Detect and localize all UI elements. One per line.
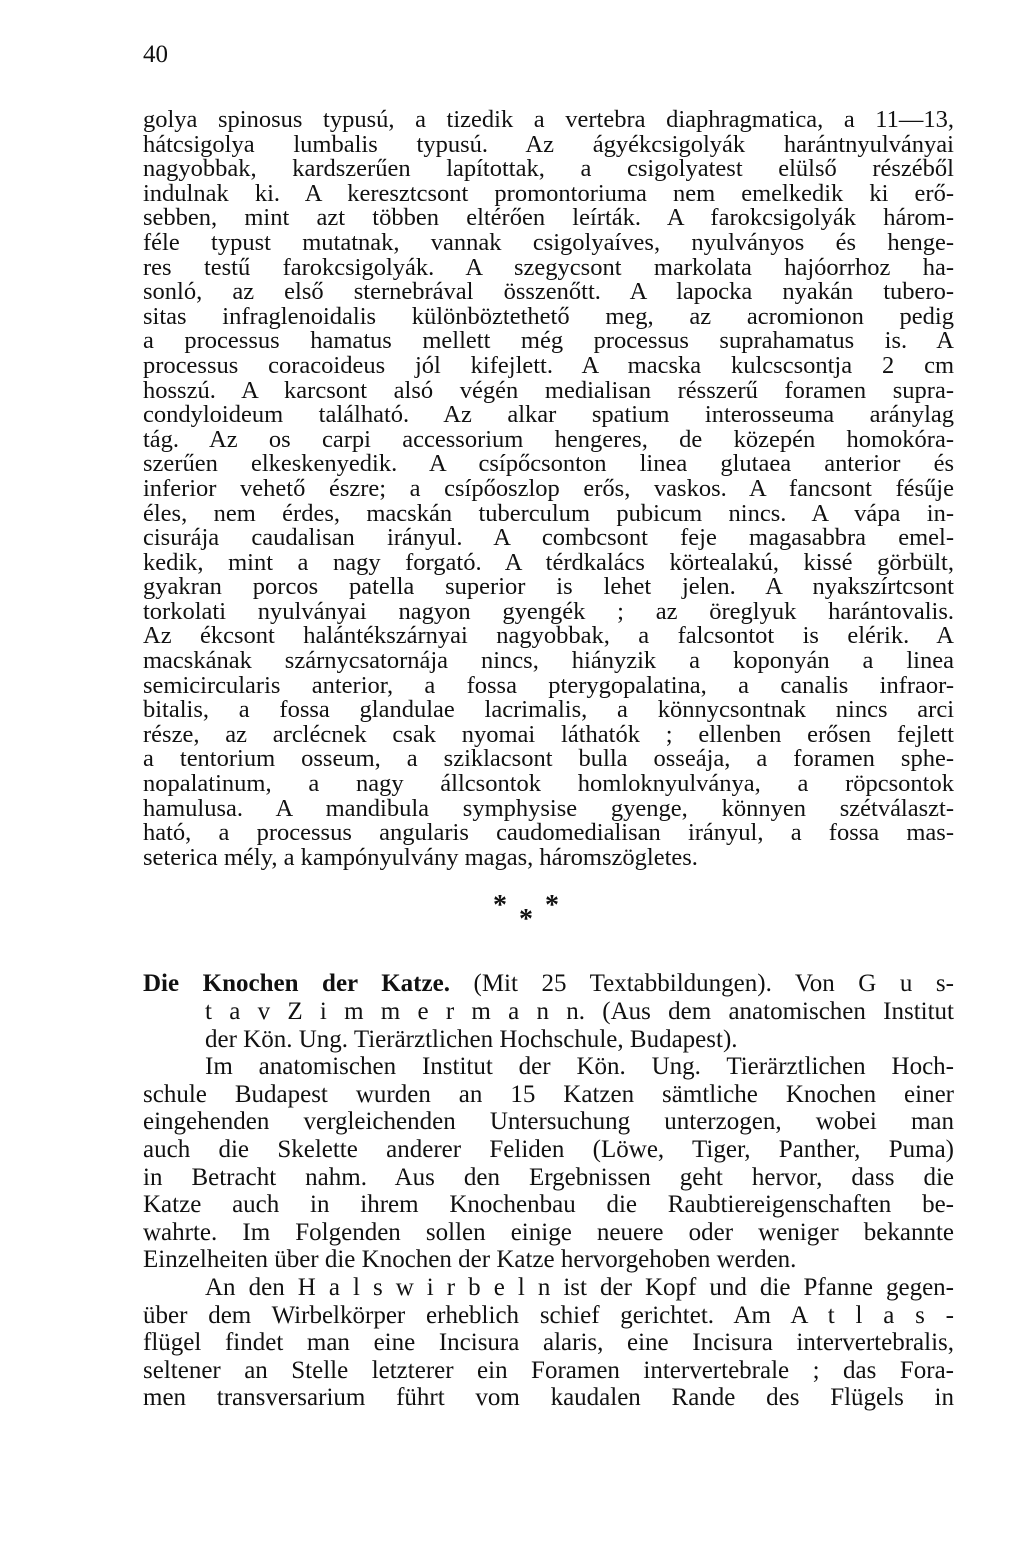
text-line: semicircularis anterior, a fossa pterygopalatina, a canalis infraor- <box>143 673 954 699</box>
text-line-last: Einzelheiten über die Knochen der Katze hervorgehoben werden. <box>143 1246 797 1274</box>
text-line: torkolati nyulványai nagyon gyengék ; az öreglyuk harántovalis. <box>143 599 954 625</box>
text-line: auch die Skelette anderer Feliden (Löwe, Tiger, Panther, Puma) <box>143 1135 954 1163</box>
text-line: processus coracoideus jól kifejlett. A macska kulcscsontja 2 cm <box>143 353 954 379</box>
asterisk: * <box>493 890 507 922</box>
text-line: über dem Wirbelkörper erheblich schief gerichtet. Am A t l a s - <box>143 1301 954 1329</box>
text-line: condyloideum található. Az alkar spatium interosseuma aránylag <box>143 403 954 428</box>
text-line: wahrte. Im Folgenden sollen einige neuere oder weniger bekannte <box>143 1218 954 1246</box>
text-line: Az ékcsont halántékszárnyai nagyobbak, a falcsontot is elérik. A <box>143 624 954 650</box>
text-line: nopalatinum, a nagy állcsontok homloknyulványa, a röpcsontok <box>143 772 954 797</box>
article-byline: (Mit 25 Textabbildungen). Von G u s- <box>473 970 954 998</box>
text-line: kedik, mint a nagy forgató. A térdkalács körtealakú, kissé görbült, <box>143 550 954 576</box>
asterisk: * <box>519 904 533 936</box>
text-line: res testű farokcsigolyák. A szegycsont markolata hajóorrhoz ha- <box>143 255 954 281</box>
text-line: Im anatomischen Institut der Kön. Ung. Tierärztlichen Hoch- <box>205 1053 954 1081</box>
text-line: gyakran porcos patella superior is lehet jelen. A nyakszírtcsont <box>143 575 954 600</box>
text-line: része, az arclécnek csak nyomai láthatók ; ellenben erősen fejlett <box>143 722 954 748</box>
text-line: sonló, az első sternebrával összenőtt. A lapocka nyakán tubero- <box>143 280 954 305</box>
text-line: éles, nem érdes, macskán tuberculum pubicum nincs. A vápa in- <box>143 501 954 527</box>
text-line: sebben, mint azt többen eltérően leírták. A farokcsigolyák három- <box>143 206 954 231</box>
text-line: hosszú. A karcsont alsó végén medialisan résszerű foramen supra- <box>143 378 954 404</box>
text-line: tág. Az os carpi accessorium hengeres, de közepén homokóra- <box>143 427 954 453</box>
text-line: Katze auch in ihrem Knochenbau die Raubtiereigenschaften be- <box>143 1191 954 1219</box>
text-line: sitas infraglenoidalis különböztethető meg, az acromionon pedig <box>143 304 954 330</box>
text-line: ható, a processus angularis caudomedialisan irányul, a fossa mas- <box>143 821 954 846</box>
text-line: flügel findet man eine Incisura alaris, eine Incisura intervertebralis, <box>143 1329 954 1357</box>
text-line: indulnak ki. A keresztcsont promontoriuma nem emelkedik ki erő- <box>143 181 954 207</box>
text-line: cisurája caudalisan irányul. A combcsont feje magasabbra emel- <box>143 526 954 551</box>
german-abstract <box>143 970 954 1412</box>
article-header-line: t a v Z i m m e r m a n n. (Aus dem anatomischen Institut <box>205 998 954 1025</box>
article-title: Die Knochen der Katze. <box>143 970 450 998</box>
text-line: nagyobbak, kardszerűen lapítottak, a csigolyatest elülső részéből <box>143 157 954 182</box>
text-line: in Betracht nahm. Aus den Ergebnissen geht hervor, dass die <box>143 1163 954 1191</box>
text-line: seltener an Stelle letzterer ein Foramen intervertebrale ; das Fora- <box>143 1356 954 1384</box>
asterisk: * <box>545 890 559 922</box>
text-line: hátcsigolya lumbalis typusú. Az ágyékcsigolyák harántnyulványai <box>143 132 954 158</box>
text-line: a processus hamatus mellett még processus suprahamatus is. A <box>143 329 954 354</box>
text-line: An den H a l s w i r b e l n ist der Kopf und die Pfanne gegen- <box>205 1273 954 1301</box>
page <box>143 40 954 1412</box>
text-line: szerűen elkeskenyedik. A csípőcsonton linea glutaea anterior és <box>143 452 954 477</box>
text-line: féle typust mutatnak, vannak csigolyaíves, nyulványos és henge- <box>143 230 954 256</box>
hungarian-paragraph <box>143 108 954 870</box>
article-header-line: der Kön. Ung. Tierärztlichen Hochschule, Budapest). <box>205 1025 738 1053</box>
text-line: inferior vehető észre; a csípőoszlop erős, vaskos. A fancsont fésűje <box>143 476 954 502</box>
page-number: 40 <box>143 41 168 68</box>
text-line: eingehenden vergleichenden Untersuchung unterzogen, wobei man <box>143 1108 954 1136</box>
text-line: bitalis, a fossa glandulae lacrimalis, a könnycsontnak nincs arci <box>143 698 954 723</box>
text-line: macskának szárnycsatornája nincs, hiányzik a koponyán a linea <box>143 649 954 674</box>
text-line: hamulusa. A mandibula symphysise gyenge, könnyen szétválaszt- <box>143 796 954 822</box>
text-line: a tentorium osseum, a sziklacsont bulla osseája, a foramen sphe- <box>143 747 954 773</box>
text-line: men transversarium führt vom kaudalen Rande des Flügels in <box>143 1384 954 1412</box>
article-header-line <box>143 970 954 998</box>
text-line: schule Budapest wurden an 15 Katzen sämtliche Knochen einer <box>143 1080 954 1108</box>
text-line-last: seterica mély, a kampónyulvány magas, háromszögletes. <box>143 845 698 871</box>
section-divider <box>143 870 954 970</box>
text-line: golya spinosus typusú, a tizedik a vertebra diaphragmatica, a 11—13, <box>143 108 954 133</box>
